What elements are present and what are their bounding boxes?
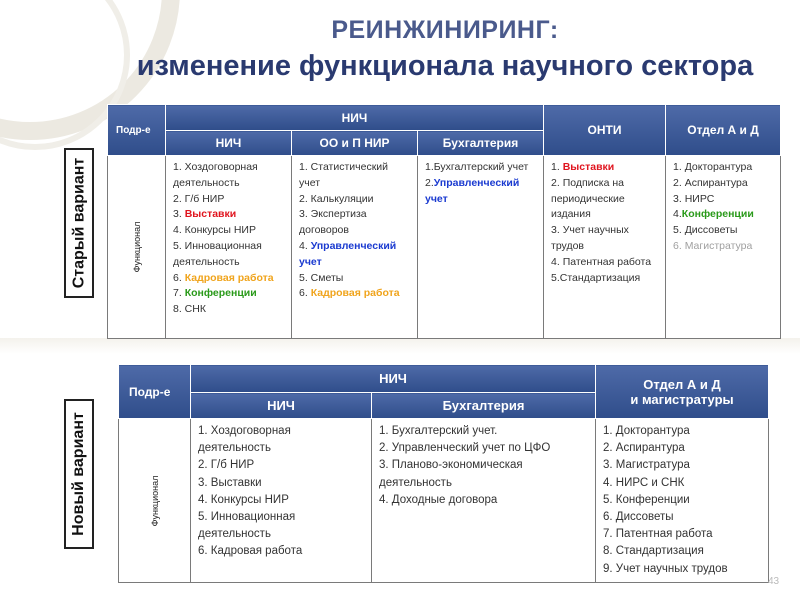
old-table (107, 104, 781, 339)
list-item: 1. Хоздоговорная деятельность (173, 161, 258, 189)
list-item: 5.Стандартизация (551, 271, 641, 284)
old-col-otdel (666, 156, 781, 339)
list-item: 4. Конкурсы НИР (173, 224, 256, 237)
list-item: 7. Конференции (173, 287, 257, 300)
func-label-cell: Функционал (119, 419, 191, 583)
list-item: 6. Диссоветы (603, 511, 674, 524)
list-item: 4. НИРС и СНК (603, 476, 685, 489)
header-onti: ОНТИ (544, 105, 666, 156)
header-accounting: Бухгалтерия (418, 131, 544, 156)
header-otdel: Отдел А и Д (666, 105, 781, 156)
list-item: 6. Кадровая работа (173, 271, 274, 284)
new-col-nich (191, 419, 372, 583)
func-label-cell: Функционал (108, 156, 166, 339)
list-item: 5. Инновационная деятельность (173, 239, 262, 268)
header-accounting: Бухгалтерия (372, 393, 596, 419)
list-item: 3. Планово-экономическая деятельность (379, 459, 523, 489)
list-item: 2. Управленческий учет по ЦФО (379, 442, 551, 455)
list-item: 3. Учет научных трудов (551, 224, 629, 252)
page-number: 43 (768, 576, 780, 587)
list-item: 8. Стандартизация (603, 545, 704, 558)
list-item: 1. Докторантура (603, 425, 690, 437)
list-item: 4. Управленческий учет (299, 239, 397, 268)
list-item: 5. Сметы (299, 271, 344, 284)
list-item: 2. Аспирантура (603, 442, 685, 455)
list-item: 5. Диссоветы (673, 224, 738, 237)
list-item: 1. Хоздоговорная деятельность (198, 425, 291, 455)
old-col-nich (166, 156, 292, 339)
list-item: 1. Статистический учет (299, 161, 389, 189)
list-item: 2. Г/б НИР (198, 459, 255, 472)
list-item: 3. Выставки (173, 208, 237, 221)
list-item: 3. Выставки (198, 476, 262, 489)
list-item: 7. Патентная работа (603, 528, 713, 541)
list-item: 6. Магистратура (673, 239, 753, 252)
list-item: 2.Управленческий учет (425, 176, 520, 205)
background-strip (0, 338, 800, 354)
header-corner: Подр-е (108, 105, 166, 156)
new-table (118, 364, 769, 583)
list-item: 3. НИРС (673, 192, 715, 205)
list-item: 4. Доходные договора (379, 493, 498, 506)
list-item: 3. Магистратура (603, 459, 690, 472)
list-item: 5. Конференции (603, 493, 690, 506)
header-oo-nir: ОО и П НИР (292, 131, 418, 156)
header-nich: НИЧ (191, 393, 372, 419)
old-col-onti (544, 156, 666, 339)
slide-subtitle: изменение функционала научного сектора (136, 50, 754, 82)
list-item: 1.Бухгалтерский учет (425, 161, 529, 173)
header-corner: Подр-е (119, 365, 191, 419)
header-otdel: Отдел А и Д и магистратуры (596, 365, 769, 419)
header-nich: НИЧ (166, 131, 292, 156)
list-item: 2. Г/б НИР (173, 192, 225, 205)
new-variant-label: Новый вариант (64, 399, 94, 549)
list-item: 1. Докторантура (673, 161, 753, 173)
new-col-otdel (596, 419, 769, 583)
list-item: 5. Инновационная деятельность (198, 511, 296, 541)
list-item: 6. Кадровая работа (299, 287, 400, 300)
list-item: 1. Выставки (551, 161, 615, 173)
list-item: 4.Конференции (673, 208, 754, 221)
list-item: 9. Учет научных трудов (603, 562, 728, 575)
list-item: 2. Подписка на периодические издания (551, 176, 625, 221)
list-item: 2. Аспирантура (673, 176, 748, 189)
header-nich-group: НИЧ (166, 105, 544, 131)
old-col-oo-nir (292, 156, 418, 339)
list-item: 2. Калькуляции (299, 192, 374, 205)
list-item: 4. Конкурсы НИР (198, 493, 289, 506)
list-item: 4. Патентная работа (551, 255, 652, 268)
slide-title: РЕИНЖИНИРИНГ: (331, 16, 559, 44)
new-col-accounting (372, 419, 596, 583)
old-col-accounting (418, 156, 544, 339)
header-nich-group: НИЧ (191, 365, 596, 393)
list-item: 1. Бухгалтерский учет. (379, 425, 498, 437)
list-item: 3. Экспертиза договоров (299, 208, 367, 237)
list-item: 6. Кадровая работа (198, 545, 303, 558)
list-item: 8. СНК (173, 303, 206, 316)
old-variant-label: Старый вариант (64, 148, 94, 298)
